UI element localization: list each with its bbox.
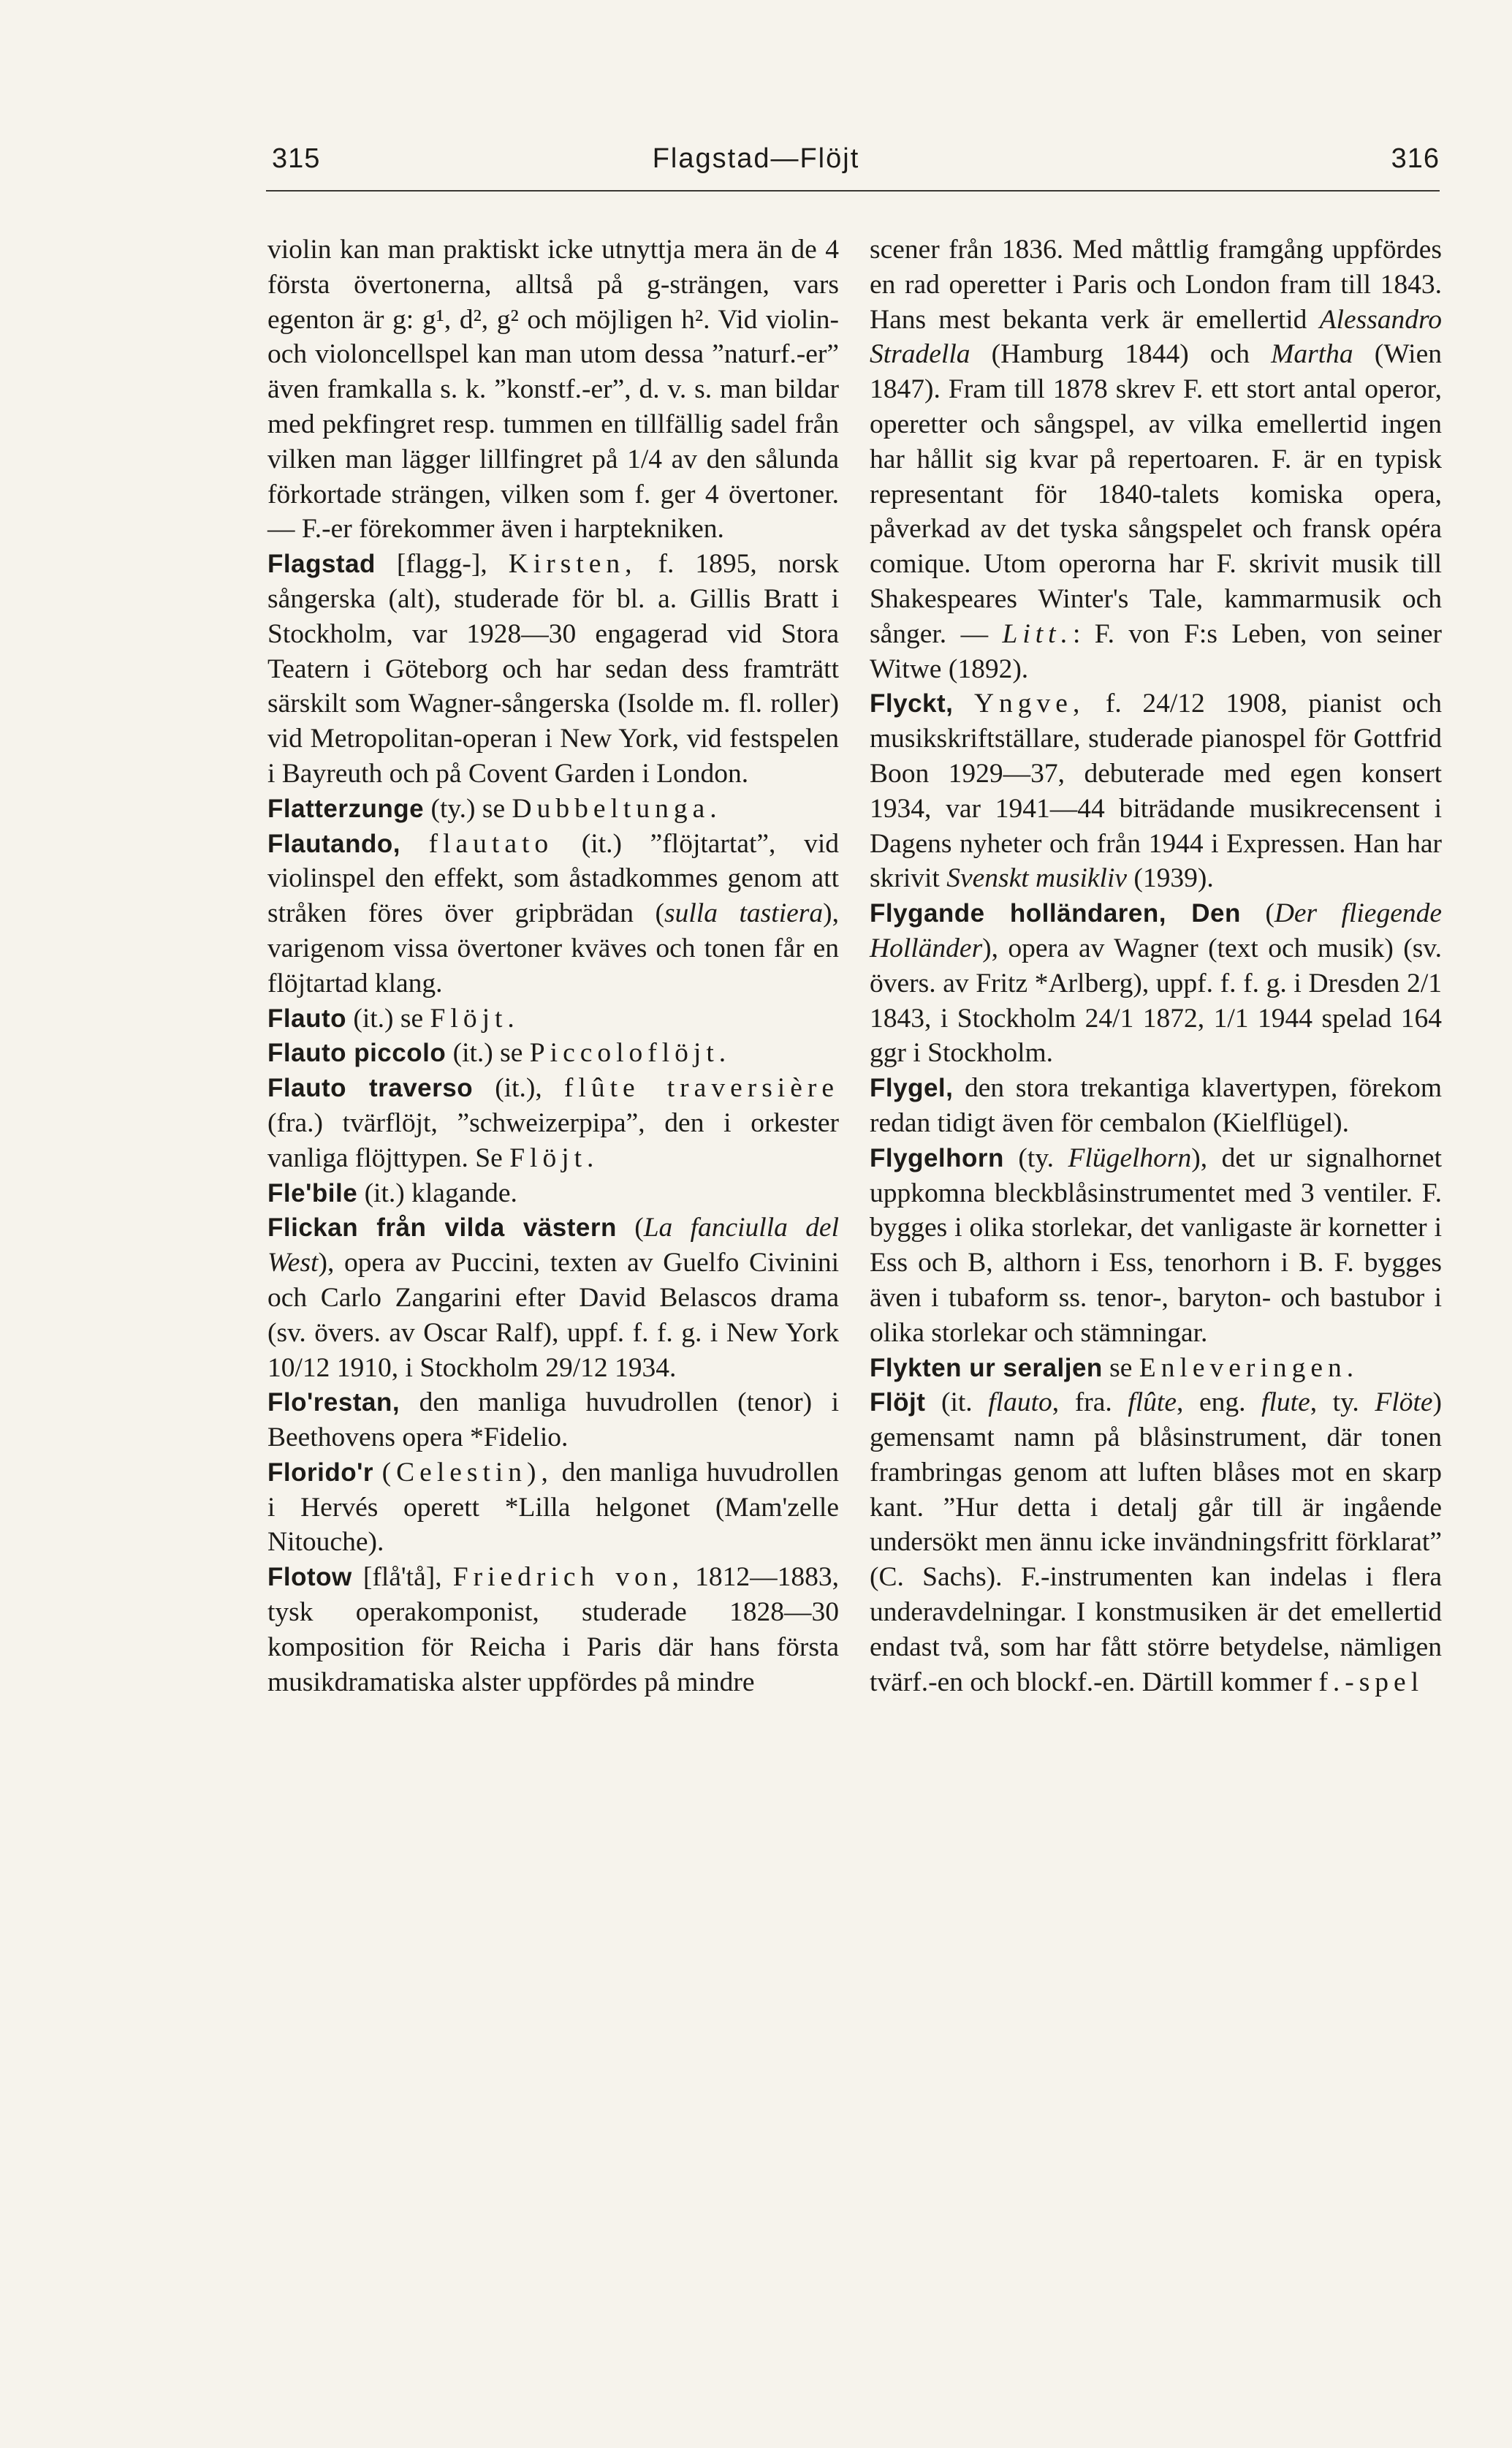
entry-flebile: Fle'bile (it.) klagande. <box>267 1178 517 1208</box>
page-number-right: 316 <box>1391 143 1440 174</box>
entry-flojt: Flöjt (it. flauto, fra. flûte, eng. flute, ty. Flöte) gemensamt namn på blåsinstrument, där tonen frambringas genom att luften blåses mot en skarp kant. ”Hur detta i detalj går till är ingående undersökt men ännu icke invändningsfritt förklarat” (C. Sachs). F.-instrumenten kan indelas i flera underavdelningar. I konstmusiken är det emellertid endast två, som har fått större betydelse, nämligen tvärf.-en och blockf.-en. Därtill kommer f.-spel <box>870 1387 1443 1697</box>
headword: Flygelhorn <box>870 1143 1004 1172</box>
entry-flauto: Flauto (it.) se Flöjt. <box>267 1003 520 1034</box>
cross-reference: Flöjt. <box>430 1003 520 1034</box>
headword: Flykten ur seraljen <box>870 1353 1103 1382</box>
entry-flatterzunge: Flatterzunge (ty.) se Dubbeltunga. <box>267 793 722 824</box>
headword: Flauto <box>267 1004 346 1033</box>
headword: Flatterzunge <box>267 794 425 823</box>
entry-floridor: Florido'r (Celestin), den manliga huvudrollen i Hervés operett *Lilla helgonet (Mam'zelle Nitouche). <box>267 1457 840 1558</box>
page-title: Flagstad—Flöjt <box>652 143 860 174</box>
entry-flykten: Flykten ur seraljen se Enleveringen. <box>870 1352 1359 1383</box>
headword: Flo'restan, <box>267 1388 400 1417</box>
entry-flygel: Flygel, den stora trekantiga klavertypen, förekom redan tidigt även för cembalon (Kielflügel). <box>870 1073 1443 1138</box>
entry-flautando: Flautando, flautato (it.) ”flöjtartat”, vid violinspel den effekt, som åstadkommes genom att stråken föres över gripbrädan (sulla tastiera), varigenom vissa övertoner kväves och tonen får en flöjtartad klang. <box>267 828 839 998</box>
entry-flagstad: Flagstad [flagg-], Kirsten, f. 1895, norsk sångerska (alt), studerade för bl. a. Gillis Bratt i Stockholm, var 1928—30 engagerad vid Stora Teatern i Göteborg och har sedan dess framträtt särskilt som Wagner-sångerska (Isolde m. fl. roller) vid Metropolitan-operan i New York, vid festspelen i Bayreuth och på Covent Garden i London. <box>267 549 840 789</box>
headword: Flagstad <box>267 550 376 579</box>
headword: Flotow <box>267 1563 352 1592</box>
headword: Flygel, <box>870 1074 954 1103</box>
entry-flickan: Flickan från vilda västern (La fanciulla del West), opera av Puccini, texten av Guelfo Civinini och Carlo Zangarini efter David Belascos drama (sv. övers. av Oscar Ralf), uppf. f. f. g. i New York 10/12 1910, i Stockholm 29/12 1934. <box>267 1213 839 1383</box>
cross-reference: Piccoloflöjt. <box>529 1038 732 1069</box>
entry-flauto-traverso: Flauto traverso (it.), flûte traversière (fra.) tvärflöjt, ”schweizerpipa”, den i orkester vanliga flöjttypen. Se Flöjt. <box>267 1073 839 1173</box>
entry-flygelhorn: Flygelhorn (ty. Flügelhorn), det ur signalhornet uppkomna bleckblåsinstrumentet med 3 ventiler. F. bygges i olika storlekar, det vanligaste är kornetter i Ess och B, althorn i Ess, tenorhorn i B. F. bygges även i tubaform ss. tenor-, baryton- och bastubor i olika storlekar och stämningar. <box>870 1142 1442 1348</box>
header-rule <box>266 190 1440 192</box>
entry-flauto-piccolo: Flauto piccolo (it.) se Piccoloflöjt. <box>267 1038 732 1069</box>
headword: Flauto traverso <box>267 1074 474 1103</box>
entry-violin-continuation: violin kan man praktiskt icke utnyttja mera än de 4 första övertonerna, alltså på g-strängen, vars egenton är g: g¹, d², g² och möjligen h². Vid violin- och violoncellspel kan man utom dessa ”naturf.-er” även framkalla s. k. ”konstf.-er”, d. v. s. man bildar med pekfingret resp. tummen en tillfällig sadel från vilken man lägger lillfingret på 1/4 av den sålunda förkortade strängen, vilken som f. ger 4 övertoner. — F.-er förekommer även i harptekniken. <box>267 235 839 545</box>
headword: Flauto piccolo <box>267 1039 447 1068</box>
entry-florestan: Flo'restan, den manliga huvudrollen (tenor) i Beethovens opera *Fidelio. <box>267 1387 840 1453</box>
entry-flygande-hollandaren: Flygande holländaren, Den (Der fliegende Holländer), opera av Wagner (text och musik) (sv. övers. av Fritz *Arlberg), uppf. f. f. g. i Dresden 2/1 1843, i Stockholm 24/1 1872, 1/1 1944 spelad 164 ggr i Stockholm. <box>870 898 1442 1069</box>
right-column <box>870 232 1442 1699</box>
headword: Flöjt <box>870 1388 926 1417</box>
page-number-left: 315 <box>272 143 321 174</box>
headword: Florido'r <box>267 1458 374 1487</box>
cross-reference: Flöjt. <box>509 1142 599 1173</box>
headword: Fle'bile <box>267 1178 358 1208</box>
headword: Flyckt, <box>870 689 954 719</box>
left-column <box>267 232 839 1699</box>
entry-flotow: Flotow [flå'tå], Friedrich von, 1812—1883, tysk operakomponist, studerade 1828—30 komposition för Reicha i Paris där hans första musikdramatiska alster uppfördes på mindre <box>267 1562 840 1697</box>
headword: Flickan från vilda västern <box>267 1213 617 1243</box>
headword: Flygande holländaren, Den <box>870 899 1241 928</box>
headword: Flautando, <box>267 829 400 858</box>
entry-flotow-continuation: scener från 1836. Med måttlig framgång uppfördes en rad operetter i Paris och London fram till 1843. Hans mest bekanta verk är emellertid Alessandro Stradella (Hamburg 1844) och Martha (Wien 1847). Fram till 1878 skrev F. ett stort antal operor, operetter och sångspel, av vilka emellertid ingen har hållit sig kvar på repertoaren. F. är en typisk representant för 1840-talets komiska opera, påverkad av det tyska sångspelet och fransk opéra comique. Utom operorna har F. skrivit musik till Shakespeares Winter's Tale, kammarmusik och sånger. — Litt.: F. von F:s Leben, von seiner Witwe (1892). <box>870 235 1442 684</box>
cross-reference: Enleveringen. <box>1139 1352 1359 1383</box>
entry-flyckt: Flyckt, Yngve, f. 24/12 1908, pianist och musikskriftställare, studerade pianospel för Gottfrid Boon 1929—37, debuterade med egen konsert 1934, var 1941—44 biträdande musikrecensent i Dagens nyheter och från 1944 i Expressen. Han har skrivit Svenskt musikliv (1939). <box>870 689 1443 894</box>
cross-reference: Dubbeltunga. <box>512 793 722 824</box>
